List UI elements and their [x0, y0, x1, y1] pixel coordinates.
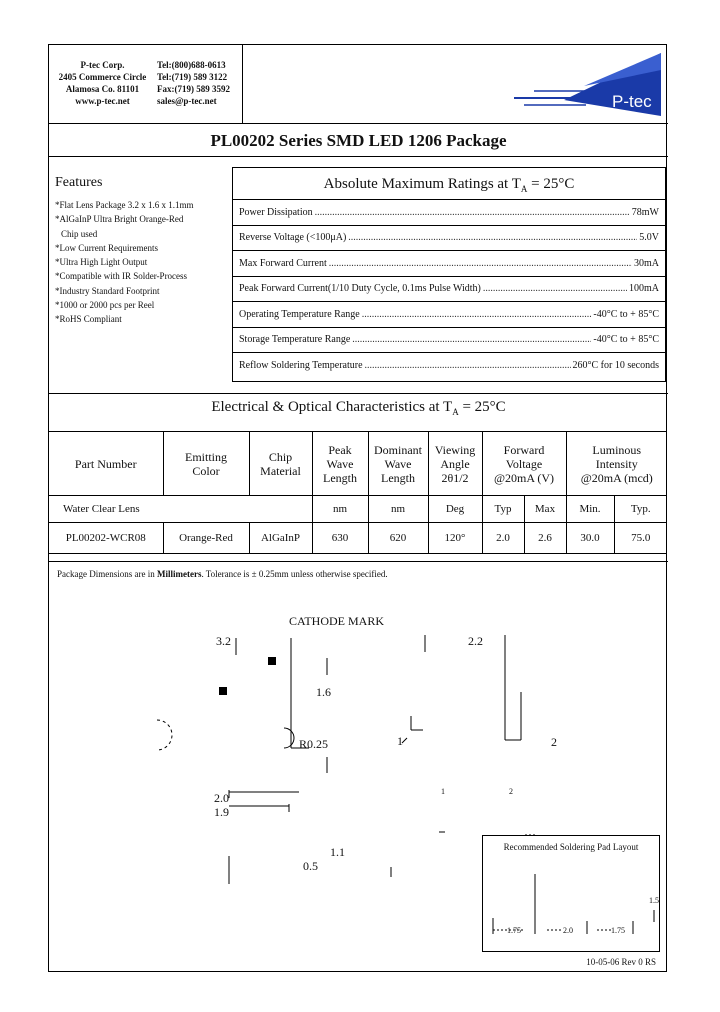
- header-divider: [242, 45, 243, 123]
- col-forward-voltage: Forward Voltage @20mA (V): [482, 432, 566, 496]
- cell-color: Orange-Red: [163, 523, 249, 554]
- dimension-note: Package Dimensions are in Millimeters. Tolerance is ± 0.25mm unless otherwise specified.: [57, 569, 388, 579]
- dim-1-9: 1.9: [214, 805, 229, 819]
- eoc-title: Electrical & Optical Characteristics at $T_A = 25^\circ C$: [211, 399, 506, 417]
- dim-2-0: 2.0: [214, 791, 229, 805]
- col-chip-material: Chip Material: [249, 432, 312, 496]
- eoc-table: [49, 431, 667, 554]
- company-tel: Tel:(800)688-0613: [157, 60, 226, 70]
- features-heading: Features: [55, 175, 103, 190]
- table-bottom-rule: [49, 561, 668, 562]
- feature-item: *Flat Lens Package 3.2 x 1.6 x 1.1mm: [55, 200, 194, 210]
- unit-iv-min: Min.: [566, 496, 614, 523]
- logo-text: P-tec: [612, 92, 652, 111]
- company-web: www.p-tec.net: [75, 96, 130, 106]
- eoc-data-row: [49, 523, 667, 554]
- feature-item: *Compatible with IR Solder-Process: [55, 271, 188, 282]
- col-luminous-intensity: Luminous Intensity @20mA (mcd): [566, 432, 667, 496]
- amr-row-reverse-voltage: Reverse Voltage (<100μA) ..... 5.0V: [233, 226, 665, 252]
- abs-max-title: Absolute Maximum Ratings at $T_A = 25^\circ C$: [233, 168, 665, 200]
- cell-iv-typ: 75.0: [614, 523, 667, 554]
- revision-label: 10-05-06 Rev 0 RS: [586, 957, 656, 967]
- col-emitting-color: Emitting Color: [163, 432, 249, 496]
- feature-item: *Low Current Requirements: [55, 242, 158, 253]
- unit-dominant: nm: [368, 496, 428, 523]
- cathode-mark-label: CATHODE MARK: [289, 614, 385, 628]
- col-dominant-wavelength: Dominant Wave Length: [368, 432, 428, 496]
- features-list: [55, 198, 193, 327]
- feature-item: *Ultra High Light Output: [55, 257, 148, 268]
- feature-item: *Industry Standard Footprint: [55, 285, 160, 296]
- cell-chip: AlGaInP: [249, 523, 312, 554]
- lens-type: Water Clear Lens: [49, 496, 312, 523]
- company-block: [55, 59, 150, 107]
- feature-item: Chip used: [61, 228, 98, 239]
- dim-1-1: 1.1: [330, 845, 345, 859]
- company-name: P-tec Corp.: [80, 60, 125, 70]
- col-part-number: Part Number: [49, 432, 163, 496]
- amr-row-reflow: Reflow Soldering Temperature ..... 260°C for 10 seconds: [233, 353, 665, 379]
- cell-viewing: 120°: [428, 523, 482, 554]
- cell-vf-typ: 2.0: [482, 523, 524, 554]
- feature-item: *RoHS Compliant: [55, 314, 122, 325]
- col-peak-wavelength: Peak Wave Length: [312, 432, 368, 496]
- dim-1-6: 1.6: [316, 685, 331, 699]
- amr-row-max-forward: Max Forward Current ..... 30mA: [233, 251, 665, 277]
- pad-dim-2-0: 2.0: [563, 926, 573, 935]
- dim-2-2: 2.2: [468, 634, 483, 648]
- company-tel2: Tel:(719) 589 3122: [157, 72, 228, 82]
- company-address2: Alamosa Co. 81101: [65, 84, 140, 94]
- eoc-header-row: [49, 432, 667, 496]
- header-rule: [49, 123, 668, 124]
- feature-item: *AlGaInP Ultra Bright Orange-Red: [55, 214, 184, 225]
- company-email: sales@p-tec.net: [157, 96, 217, 106]
- unit-peak: nm: [312, 496, 368, 523]
- page-title: PL00202 Series SMD LED 1206 Package: [210, 131, 507, 150]
- amr-row-storage-temp: Storage Temperature Range ..... -40°C to + 85°C: [233, 328, 665, 354]
- pad-dim-1-5: 1.5: [649, 896, 659, 905]
- feature-item: *1000 or 2000 pcs per Reel: [55, 300, 155, 311]
- company-fax: Fax:(719) 589 3592: [157, 84, 230, 94]
- amr-row-power: Power Dissipation ..... 78mW: [233, 200, 665, 226]
- amr-row-peak-forward: Peak Forward Current(1/10 Duty Cycle, 0.1ms Pulse Width) ..... 100mA: [233, 277, 665, 303]
- unit-iv-typ: Typ.: [614, 496, 667, 523]
- dim-r0-25: R0.25: [299, 737, 329, 751]
- section-rule: [49, 393, 668, 394]
- pin-1-label: 1: [397, 734, 403, 748]
- col-viewing-angle: Viewing Angle 2θ1/2: [428, 432, 482, 496]
- soldering-pad-layout: [482, 835, 660, 952]
- company-address1: 2405 Commerce Circle: [58, 72, 147, 82]
- dim-0-5: 0.5: [303, 859, 318, 873]
- abs-max-ratings-table: [232, 167, 666, 382]
- eoc-units-row: [49, 496, 667, 523]
- datasheet-page: [48, 44, 667, 972]
- cell-part: PL00202-WCR08: [49, 523, 163, 554]
- cell-iv-min: 30.0: [566, 523, 614, 554]
- pad-layout-title: Recommended Soldering Pad Layout: [503, 842, 639, 852]
- polarity-2: 2: [509, 787, 513, 796]
- dim-3-2: 3.2: [216, 634, 231, 648]
- unit-vf-max: Max: [524, 496, 566, 523]
- cell-vf-max: 2.6: [524, 523, 566, 554]
- ptec-logo: [494, 50, 666, 120]
- polarity-1: 1: [441, 787, 445, 796]
- cell-dominant: 620: [368, 523, 428, 554]
- cell-peak: 630: [312, 523, 368, 554]
- pin-2-label: 2: [551, 735, 557, 749]
- contact-block: [157, 59, 237, 107]
- unit-vf-typ: Typ: [482, 496, 524, 523]
- unit-viewing: Deg: [428, 496, 482, 523]
- pad-dim-175-right: 1.75: [611, 926, 625, 935]
- amr-row-operating-temp: Operating Temperature Range ..... -40°C to + 85°C: [233, 302, 665, 328]
- title-rule: [49, 156, 668, 157]
- pad-dim-175-left: 1.75: [507, 926, 521, 935]
